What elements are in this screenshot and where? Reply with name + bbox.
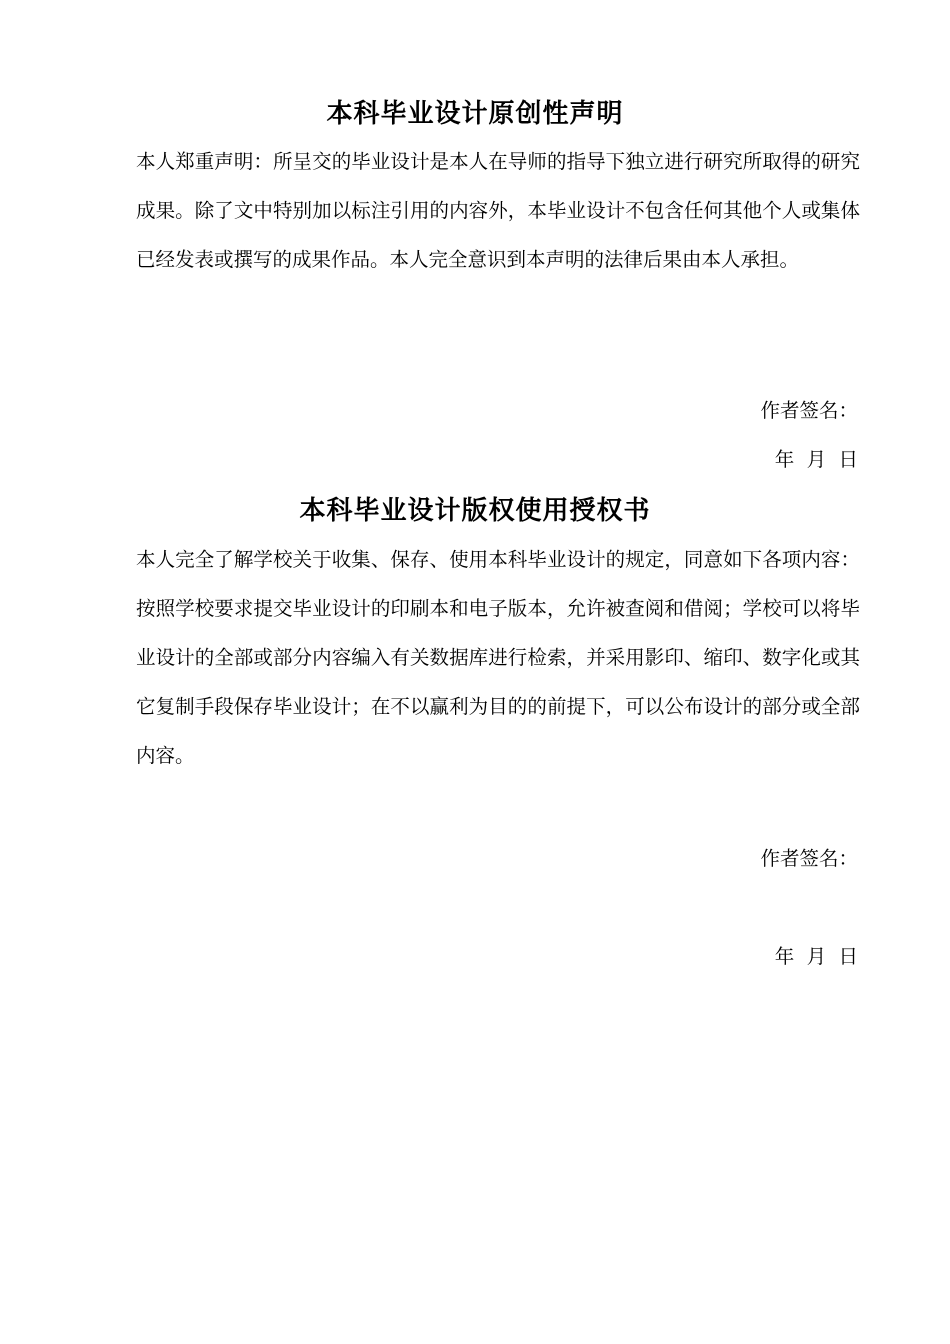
copyright-paragraph: 本人完全了解学校关于收集、保存、使用本科毕业设计的规定，同意如下各项内容：按照学校要求提交毕业设计的印刷本和电子版本，允许被查阅和借阅；学校可以将毕业设计的全部或部分内容编入有关数据库进行检索，并采用影印、缩印、数字化或其它复制手段保存毕业设计；在不以赢利为目的的前提下，可以公布设计的部分或全部内容。	[136, 548, 860, 767]
originality-title: 本科毕业设计原创性声明	[326, 99, 624, 129]
originality-paragraph: 本人郑重声明：所呈交的毕业设计是本人在导师的指导下独立进行研究所取得的研究成果。除了文中特别加以标注引用的内容外，本毕业设计不包含任何其他个人或集体已经发表或撰写的成果作品。本人完全意识到本声明的法律后果由本人承担。	[136, 150, 860, 271]
copyright-title: 本科毕业设计版权使用授权书	[299, 496, 651, 526]
originality-date-label: 年 月 日	[774, 448, 858, 471]
copyright-date-label: 年 月 日	[774, 945, 858, 968]
originality-signature-label: 作者签名：	[760, 399, 858, 422]
copyright-signature-label: 作者签名：	[760, 847, 858, 870]
